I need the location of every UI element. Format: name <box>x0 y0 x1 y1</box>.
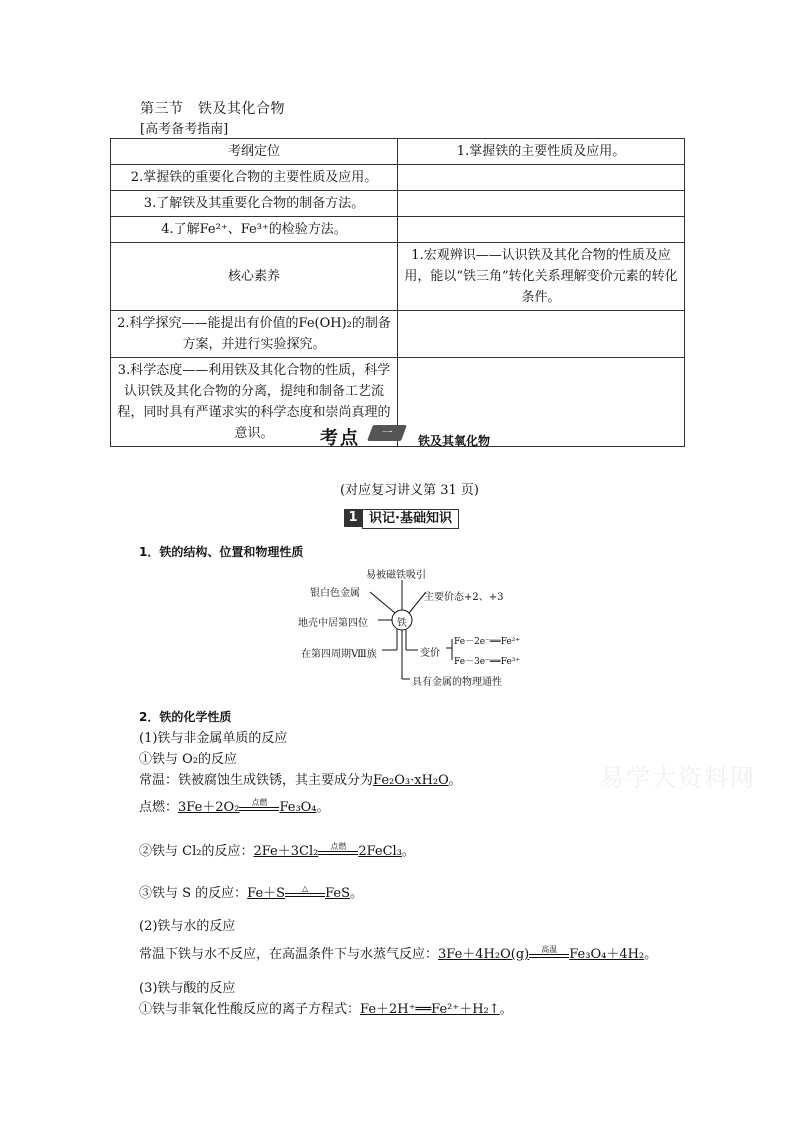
equation-right: Fe₃O₄ <box>279 800 317 815</box>
kaodian-badge-number: 一 <box>381 426 393 439</box>
line-text: 点燃： <box>139 800 179 815</box>
equation-right: 2FeCl₃ <box>358 844 402 859</box>
table-cell <box>398 191 685 217</box>
text-line <box>139 769 462 788</box>
table-cell: 3.科学态度——利用铁及其化合物的性质，科学认识铁及其化合物的分离，提纯和制备工艺流程，同时具有严谨求实的科学态度和崇尚真理的意识。 <box>111 358 398 447</box>
text-line: (1)铁与非金属单质的反应 <box>139 731 288 746</box>
equation-line-combustion <box>139 796 330 815</box>
line-text: 。 <box>401 844 415 859</box>
table-cell <box>398 165 685 191</box>
diagram-fe3-label: Fe－3e⁻══Fe³⁺ <box>454 657 521 667</box>
equation-sign <box>285 884 325 901</box>
equation-left: Fe＋S <box>247 886 286 901</box>
line-text: 。 <box>499 1002 513 1017</box>
text-line: ①铁与 O₂的反应 <box>139 752 238 767</box>
line-text: 。 <box>448 773 462 788</box>
table-cell <box>398 217 685 243</box>
answer-ionic-equation: Fe＋2H⁺══Fe²⁺＋H₂↑ <box>360 1002 500 1017</box>
equation-sign <box>529 945 569 962</box>
table-row <box>111 165 685 191</box>
kaodian-label: 考点 <box>320 428 360 449</box>
equation-condition: 点燃 <box>251 798 268 807</box>
diagram-upper-right-label: 主要价态+2、+3 <box>424 592 504 603</box>
equation-left: 2Fe＋3Cl₂ <box>253 844 319 859</box>
equation-right: Fe₃O₄＋4H₂ <box>569 947 645 962</box>
table-row <box>111 217 685 243</box>
text-line: (3)铁与酸的反应 <box>139 981 236 996</box>
equation-condition: △ <box>302 884 309 893</box>
text-line: (2)铁与水的反应 <box>139 919 236 934</box>
table-cell: 3.了解铁及其重要化合物的制备方法。 <box>111 191 398 217</box>
line-text: ③铁与 S 的反应： <box>139 886 248 901</box>
equation-line-sulfur <box>139 882 363 901</box>
heading-structure: 1．铁的结构、位置和物理性质 <box>139 545 304 559</box>
line-text: 常温：铁被腐蚀生成铁锈，其主要成分为 <box>139 773 374 788</box>
section-subtitle: [高考备考指南] <box>140 122 229 137</box>
watermark: 易学大资料网 <box>600 764 756 792</box>
table-row <box>111 311 685 358</box>
line-text: 。 <box>350 886 364 901</box>
table-cell: 1.掌握铁的主要性质及应用。 <box>398 139 685 165</box>
equation-line-acid <box>139 998 513 1017</box>
line-text: 。 <box>316 800 330 815</box>
table-cell: 4.了解Fe²⁺、Fe³⁺的检验方法。 <box>111 217 398 243</box>
equation-left: 3Fe＋4H₂O(g) <box>438 947 530 962</box>
section-title: 第三节 铁及其化合物 <box>140 101 285 117</box>
equation-condition: 高温 <box>541 945 558 954</box>
equation-line-chlorine <box>139 840 415 859</box>
diagram-center-label: 铁 <box>397 618 407 629</box>
iron-property-diagram <box>290 566 530 690</box>
table-cell: 2.掌握铁的重要化合物的主要性质及应用。 <box>111 165 398 191</box>
table-cell: 核心素养 <box>111 243 398 311</box>
guide-table <box>110 138 685 447</box>
kaodian-badge <box>367 425 407 441</box>
equation-sign <box>318 842 358 859</box>
table-row <box>111 139 685 165</box>
kaodian-title: 铁及其氧化物 <box>418 434 491 448</box>
knowledge-badge-label: 识记·基础知识 <box>362 509 459 529</box>
table-row <box>111 191 685 217</box>
line-text: 常温下铁与水不反应，在高温条件下与水蒸气反应： <box>139 947 439 962</box>
diagram-top-label: 易被磁铁吸引 <box>366 570 426 581</box>
table-row <box>111 243 685 311</box>
equation-left: 3Fe＋2O₂ <box>178 800 240 815</box>
table-cell: 考纲定位 <box>111 139 398 165</box>
diagram-bottom-label: 具有金属的物理通性 <box>412 677 502 688</box>
diagram-fe2-label: Fe－2e⁻══Fe²⁺ <box>454 637 521 647</box>
answer-rust: Fe₂O₃·xH₂O <box>373 773 449 788</box>
diagram-valence-label: 变价 <box>420 648 440 659</box>
line-text: 。 <box>644 947 658 962</box>
line-text: ②铁与 Cl₂的反应： <box>139 844 254 859</box>
page-reference: (对应复习讲义第 31 页) <box>340 483 479 498</box>
knowledge-badge-number: 1 <box>344 509 362 527</box>
table-cell <box>398 311 685 358</box>
equation-sign <box>239 798 279 815</box>
equation-condition: 点燃 <box>330 842 347 851</box>
equation-line-water <box>139 943 657 962</box>
heading-chemical: 2．铁的化学性质 <box>139 710 232 724</box>
table-cell: 2.科学探究——能提出有价值的Fe(OH)₂的制备方案，并进行实验探究。 <box>111 311 398 358</box>
table-cell: 1.宏观辨识——认识铁及其化合物的性质及应用，能以“铁三角”转化关系理解变价元素的转化条件。 <box>398 243 685 311</box>
diagram-left-label: 地壳中居第四位 <box>298 618 368 629</box>
diagram-lower-left-label: 在第四周期Ⅷ族 <box>301 649 377 660</box>
line-text: ①铁与非氧化性酸反应的离子方程式： <box>139 1002 361 1017</box>
equation-right: FeS <box>325 886 351 901</box>
diagram-upper-left-label: 银白色金属 <box>310 588 360 599</box>
